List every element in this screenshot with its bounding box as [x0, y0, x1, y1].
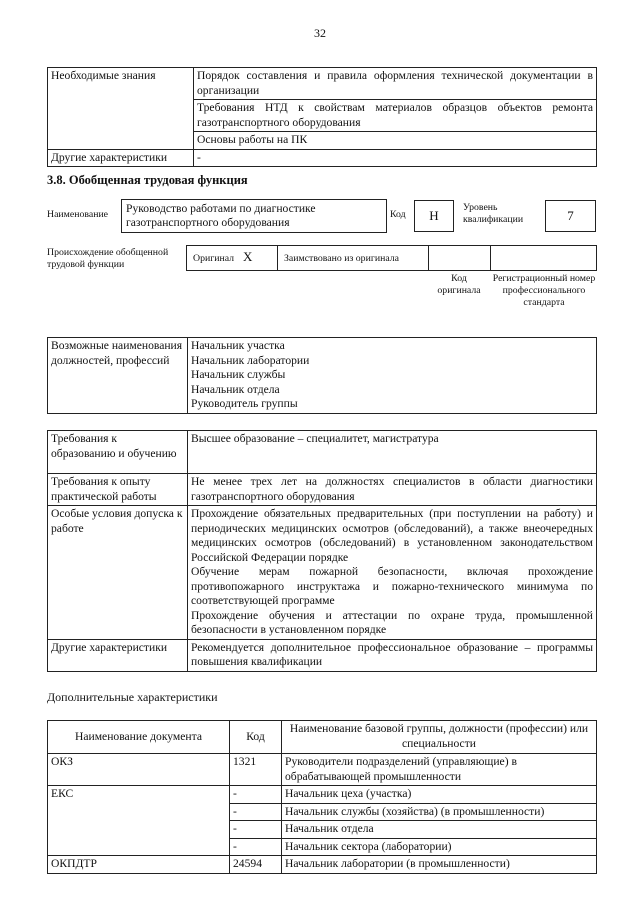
borrowed-label: Заимствовано из оригинала: [284, 253, 399, 264]
header-name: Наименование базовой группы, должности (профессии) или специальности: [282, 721, 597, 754]
code-original-caption: Код оригинала: [437, 273, 481, 296]
table-row: [48, 431, 597, 474]
positions-list: [188, 338, 597, 414]
list-item: Начальник службы: [191, 368, 286, 381]
name-cell: Начальник цеха (участка): [282, 786, 597, 804]
code-cell: 24594: [230, 856, 282, 874]
table-row: [48, 338, 597, 414]
row-label: Возможные наименования должностей, профессий: [48, 338, 188, 414]
table-row: [48, 786, 597, 804]
row-label: Другие характеристики: [48, 149, 194, 167]
divider: [490, 246, 491, 270]
level-value: 7: [545, 200, 596, 232]
divider: [428, 246, 429, 270]
code-cell: -: [230, 821, 282, 839]
origin-box: [186, 245, 597, 271]
origin-label: Происхождение обобщенной трудовой функции: [47, 247, 169, 270]
list-item: Начальник лаборатории: [191, 353, 310, 367]
knowledge-item: Требования НТД к свойствам материалов образцов объектов ремонта газотранспортного оборудования: [194, 100, 597, 132]
name-cell: Начальник службы (хозяйства) (в промышленности): [282, 803, 597, 821]
table-row: [48, 149, 597, 167]
table-row: [48, 639, 597, 671]
doc-cell: ОКПДТР: [48, 856, 230, 874]
code-cell: -: [230, 803, 282, 821]
table-header-row: [48, 721, 597, 754]
row-label: Особые условия допуска к работе: [48, 506, 188, 640]
level-label: Уровень квалификации: [463, 202, 524, 225]
row-label: Необходимые знания: [48, 68, 194, 150]
doc-cell: ЕКС: [48, 786, 230, 856]
code-cell: -: [230, 838, 282, 856]
original-mark: X: [243, 249, 253, 264]
header-doc: Наименование документа: [48, 721, 230, 754]
table-row: [48, 474, 597, 506]
table-row: [48, 68, 597, 100]
table-row: [48, 754, 597, 786]
original-label: Оригинал: [193, 253, 235, 264]
row-value: Высшее образование – специалитет, магистратура: [188, 431, 597, 474]
list-item: Начальник отдела: [191, 382, 280, 396]
divider: [277, 246, 278, 270]
list-item: Начальник участка: [191, 339, 285, 352]
row-label: Требования к образованию и обучению: [48, 431, 188, 474]
section-title: 3.8. Обобщенная трудовая функция: [47, 173, 248, 187]
name-cell: Начальник лаборатории (в промышленности): [282, 856, 597, 874]
name-label: Наименование: [47, 209, 109, 220]
doc-cell: ОКЗ: [48, 754, 230, 786]
table-row: [48, 506, 597, 640]
row-value: Не менее трех лет на должностях специалистов в области диагностики газотранспортного оборудования: [188, 474, 597, 506]
name-cell: Начальник сектора (лаборатории): [282, 838, 597, 856]
code-label: Код: [390, 209, 406, 220]
table-row: [48, 856, 597, 874]
row-label: Требования к опыту практической работы: [48, 474, 188, 506]
requirements-table: [47, 430, 597, 672]
positions-table: [47, 337, 597, 414]
knowledge-item: Порядок составления и правила оформления технической документации в организации: [194, 68, 597, 100]
name-cell: Начальник отдела: [282, 821, 597, 839]
additional-table: [47, 720, 597, 874]
code-cell: -: [230, 786, 282, 804]
page-number: 32: [314, 26, 326, 40]
list-item: Руководитель группы: [191, 397, 298, 410]
knowledge-item: Основы работы на ПК: [194, 132, 597, 150]
row-value: -: [194, 149, 597, 167]
row-label: Другие характеристики: [48, 639, 188, 671]
row-value: Прохождение обязательных предварительных (при поступлении на работу) и периодических медицинских осмотров (обследований), а также внеочередных медицинских осмотров (обследований) в установленном законодательством Российской Федерации порядке Обучение мерам пожарной безопасности, включая прохождение противопожарного инструктажа и пожарно-технического минимума по соответствующей программе Прохождение обучения и аттестации по охране труда, промышленной безопасности в установленном порядке: [188, 506, 597, 640]
additional-title: Дополнительные характеристики: [47, 690, 218, 704]
code-cell: 1321: [230, 754, 282, 786]
knowledge-table: [47, 67, 597, 167]
name-cell: Руководители подразделений (управляющие) в обрабатывающей промышленности: [282, 754, 597, 786]
reg-number-caption: Регистрационный номер профессионального стандарта: [492, 273, 596, 308]
code-value: H: [414, 200, 454, 232]
header-code: Код: [230, 721, 282, 754]
name-value: Руководство работами по диагностике газотранспортного оборудования: [121, 199, 387, 233]
row-value: Рекомендуется дополнительное профессиональное образование – программы повышения квалификации: [188, 639, 597, 671]
